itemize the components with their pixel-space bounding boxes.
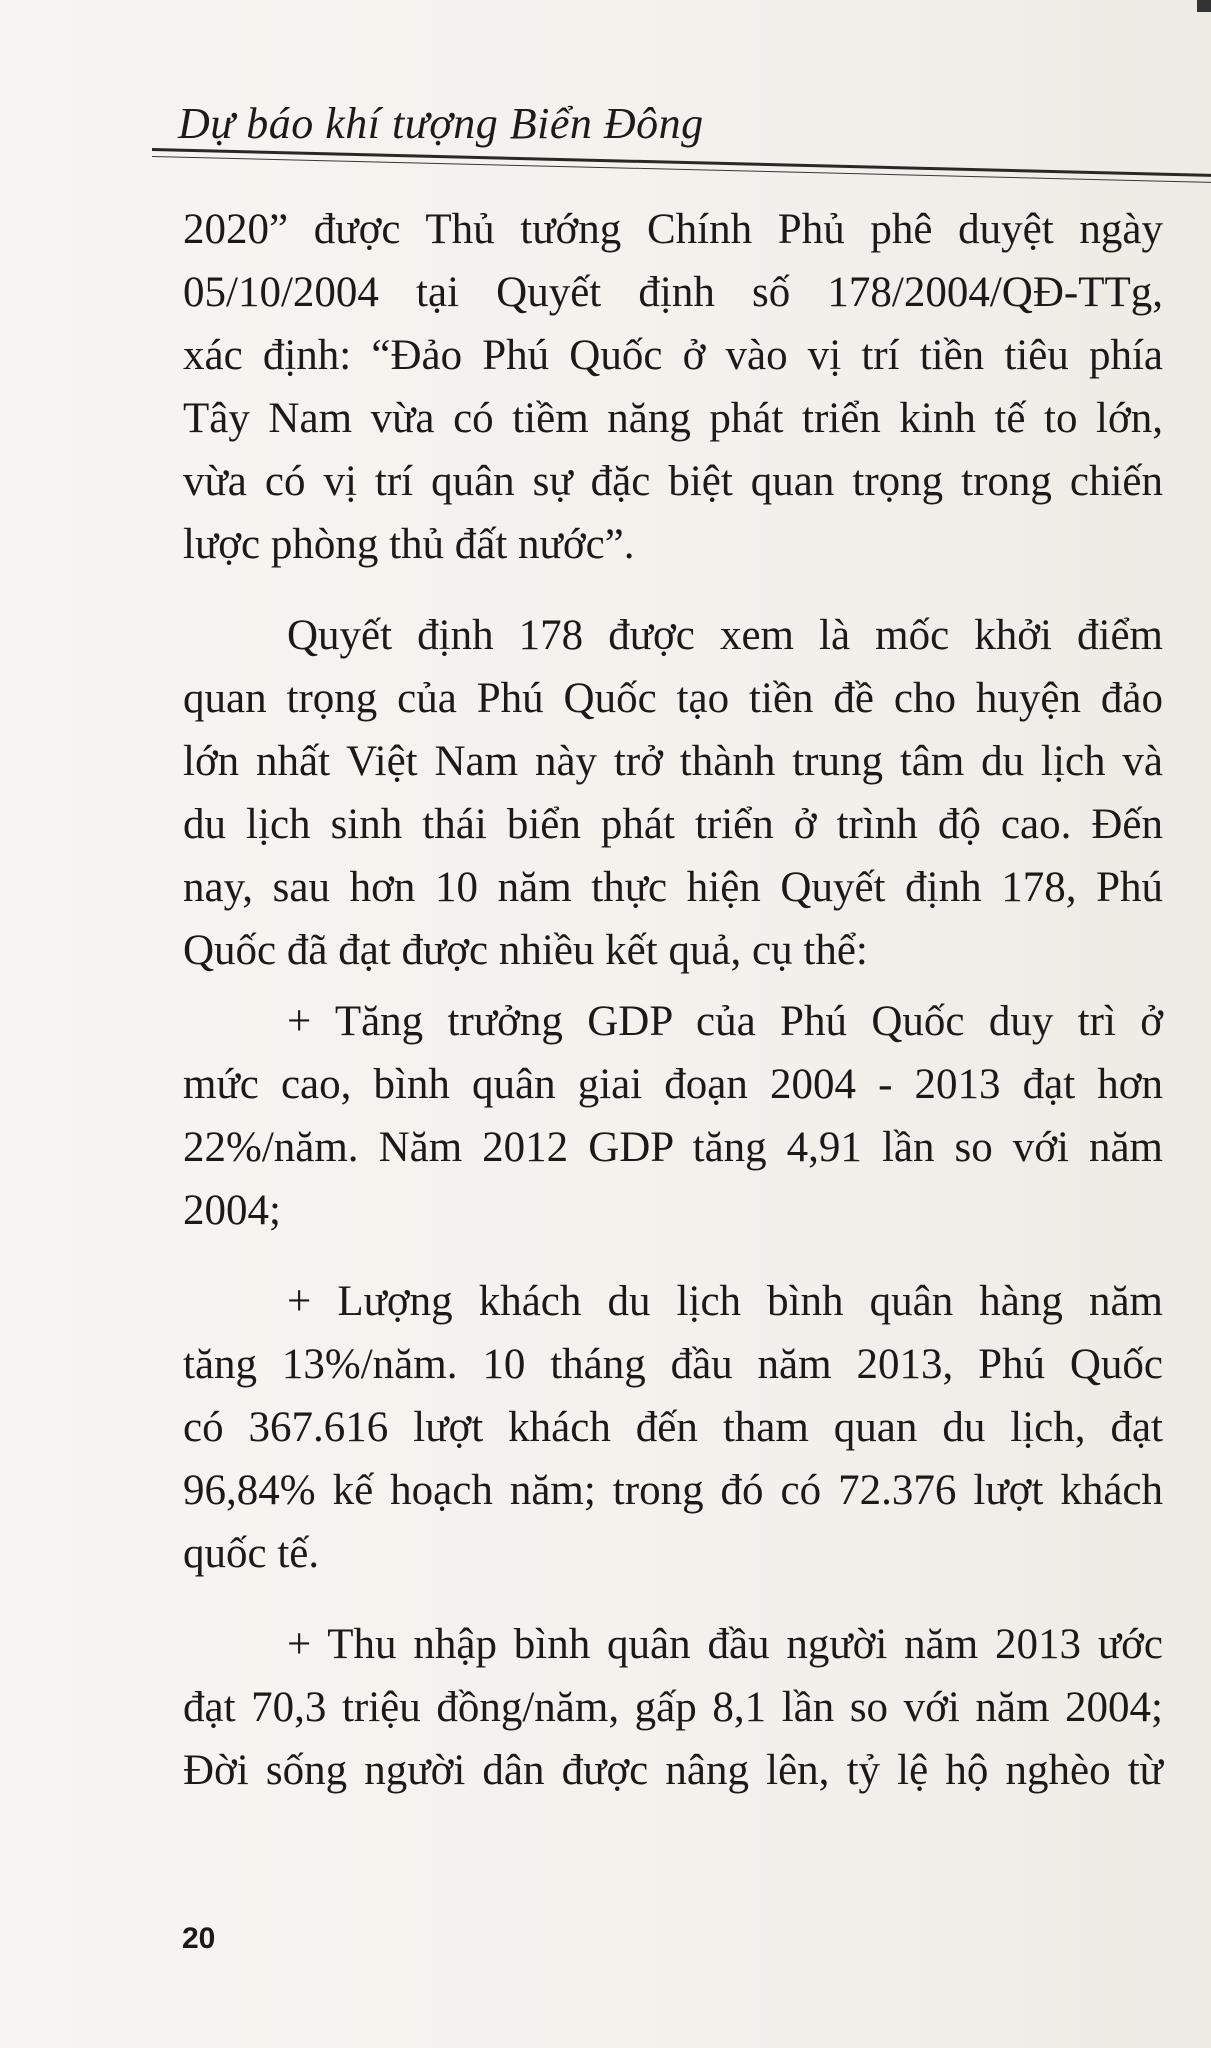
text-line: có 367.616 lượt khách đến tham quan du lịch, đạt	[183, 1404, 1163, 1451]
text-line: + Tăng trưởng GDP của Phú Quốc duy trì ở	[287, 998, 1163, 1045]
text-line: du lịch sinh thái biển phát triển ở trình độ cao. Đến	[183, 801, 1163, 848]
page-number: 20	[182, 1922, 216, 1955]
text-line: lớn nhất Việt Nam này trở thành trung tâm du lịch và	[183, 738, 1163, 785]
text-line: quốc tế.	[183, 1530, 320, 1577]
corner-mark	[1197, 0, 1211, 12]
body-text	[183, 198, 1163, 1802]
text-line: 22%/năm. Năm 2012 GDP tăng 4,91 lần so với năm	[183, 1124, 1163, 1171]
text-line: 96,84% kế hoạch năm; trong đó có 72.376 lượt khách	[183, 1467, 1163, 1514]
text-line: mức cao, bình quân giai đoạn 2004 - 2013 đạt hơn	[183, 1061, 1163, 1108]
text-line: Đời sống người dân được nâng lên, tỷ lệ hộ nghèo từ	[183, 1747, 1163, 1794]
text-line: Tây Nam vừa có tiềm năng phát triển kinh tế to lớn,	[183, 395, 1163, 442]
running-head: Dự báo khí tượng Biển Đông	[178, 99, 704, 148]
text-line: lược phòng thủ đất nước”.	[183, 521, 635, 568]
text-line: đạt 70,3 triệu đồng/năm, gấp 8,1 lần so với năm 2004;	[183, 1684, 1163, 1731]
text-line: 2004;	[183, 1187, 281, 1234]
text-line: vừa có vị trí quân sự đặc biệt quan trọng trong chiến	[183, 458, 1163, 505]
text-line: + Lượng khách du lịch bình quân hàng năm	[287, 1278, 1163, 1325]
text-line: Quyết định 178 được xem là mốc khởi điểm	[287, 612, 1163, 659]
text-line: tăng 13%/năm. 10 tháng đầu năm 2013, Phú Quốc	[183, 1341, 1163, 1388]
text-line: xác định: “Đảo Phú Quốc ở vào vị trí tiền tiêu phía	[183, 332, 1163, 379]
header-rule	[152, 148, 1211, 177]
text-line: + Thu nhập bình quân đầu người năm 2013 ước	[287, 1621, 1163, 1668]
text-line: 2020” được Thủ tướng Chính Phủ phê duyệt ngày	[183, 206, 1163, 253]
text-line: quan trọng của Phú Quốc tạo tiền đề cho huyện đảo	[183, 675, 1163, 722]
text-line: nay, sau hơn 10 năm thực hiện Quyết định 178, Phú	[183, 864, 1163, 911]
text-line: Quốc đã đạt được nhiều kết quả, cụ thể:	[183, 927, 868, 974]
text-line: 05/10/2004 tại Quyết định số 178/2004/QĐ-TTg,	[183, 269, 1163, 316]
